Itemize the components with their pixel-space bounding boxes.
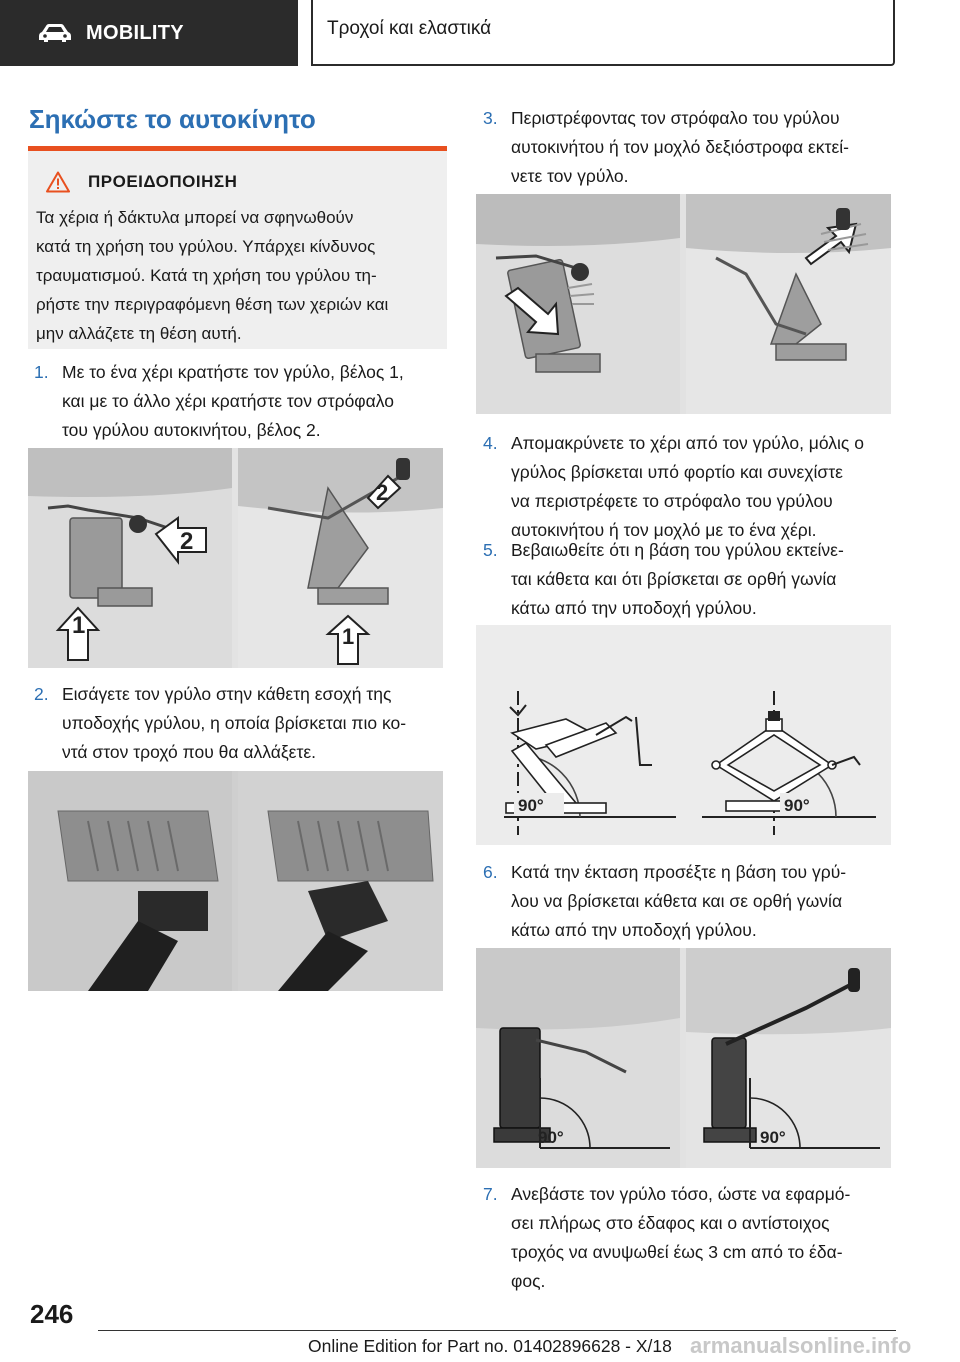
step-number: 3. xyxy=(483,108,498,128)
warning-line: ρήστε την περιγραφόμενη θέση των χεριών και xyxy=(36,295,389,314)
figure-jack-photo-angle xyxy=(476,948,891,1168)
warning-line: τραυματισμού. Κατά τη χρήση του γρύλου τη- xyxy=(36,266,377,285)
step-line: αυτοκινήτου ή τον μοχλό με το ένα χέρι. xyxy=(511,520,817,540)
figure-crank-jack xyxy=(476,194,891,414)
step-7 xyxy=(483,1180,897,1296)
footer-rule xyxy=(98,1330,896,1331)
step-line: νετε τον γρύλο. xyxy=(511,166,629,186)
step-6 xyxy=(483,858,897,945)
footer-watermark: armanualsonline.info xyxy=(690,1333,912,1358)
arrow-1-label: 1 xyxy=(72,612,86,639)
step-1 xyxy=(34,358,448,445)
step-line: Περιστρέφοντας τον στρόφαλο του γρύλου xyxy=(511,108,840,128)
step-4 xyxy=(483,429,897,545)
car-icon xyxy=(38,23,72,43)
step-line: αυτοκινήτου ή τον μοχλό δεξιόστροφα εκτεί- xyxy=(511,137,849,157)
jack-crank-illustration xyxy=(476,194,891,414)
warning-line: μην αλλάζετε τη θέση αυτή. xyxy=(36,324,242,343)
step-text xyxy=(62,680,448,767)
warning-triangle-icon xyxy=(46,171,70,193)
angle-label: 90° xyxy=(784,796,810,815)
warning-line: κατά τη χρήση του γρύλου. Υπάρχει κίνδυνος xyxy=(36,237,376,256)
warning-header xyxy=(46,171,439,193)
step-line: και με το άλλο χέρι κρατήστε τον στρόφαλο xyxy=(62,391,394,411)
jack-angle-diagram xyxy=(476,625,891,845)
step-line: φος. xyxy=(511,1271,546,1291)
step-2 xyxy=(34,680,448,767)
warning-line: Τα χέρια ή δάκτυλα μπορεί να σφηνωθούν xyxy=(36,208,354,227)
jack-insert-illustration xyxy=(28,771,443,991)
figure-hold-jack xyxy=(28,448,443,668)
step-line: γρύλος βρίσκεται υπό φορτίο και συνεχίστε xyxy=(511,462,843,482)
step-number: 4. xyxy=(483,433,498,453)
step-line: σει πλήρως στο έδαφος και ο αντίστοιχος xyxy=(511,1213,830,1233)
step-text xyxy=(62,358,448,445)
header-brand-tab xyxy=(0,0,298,66)
step-line: να περιστρέφετε το στρόφαλο του γρύλου xyxy=(511,491,833,511)
step-number: 2. xyxy=(34,684,49,704)
step-line: Με το ένα χέρι κρατήστε τον γρύλο, βέλος 1, xyxy=(62,362,404,382)
footer-edition: Online Edition for Part no. 01402896628 - X/18 xyxy=(308,1336,672,1356)
step-number: 7. xyxy=(483,1184,498,1204)
jack-hold-illustration xyxy=(28,448,443,668)
step-line: υποδοχής γρύλου, η οποία βρίσκεται πιο κο- xyxy=(62,713,407,733)
step-number: 6. xyxy=(483,862,498,882)
step-line: τροχός να ανυψωθεί έως 3 cm από το έδα- xyxy=(511,1242,843,1262)
step-number: 1. xyxy=(34,362,49,382)
step-line: Απομακρύνετε το χέρι από τον γρύλο, μόλις ο xyxy=(511,433,864,453)
chapter-label: Τροχοί και ελαστικά xyxy=(327,18,492,39)
section-title: Σηκώστε το αυτοκίνητο xyxy=(29,104,316,134)
brand-label: MOBILITY xyxy=(86,21,184,44)
arrow-2-label: 2 xyxy=(180,528,194,555)
step-text xyxy=(511,536,897,623)
step-line: Βεβαιωθείτε ότι η βάση του γρύλου εκτείνε- xyxy=(511,540,844,560)
step-line: Ανεβάστε τον γρύλο τόσο, ώστε να εφαρμό- xyxy=(511,1184,851,1204)
step-text xyxy=(511,858,897,945)
warning-text xyxy=(36,203,439,348)
step-number: 5. xyxy=(483,540,498,560)
figure-insert-jack xyxy=(28,771,443,991)
angle-label: 90° xyxy=(760,1128,786,1147)
step-3 xyxy=(483,104,897,191)
jack-photo-angle-illustration xyxy=(476,948,891,1168)
header-chapter-tab xyxy=(311,0,895,66)
arrow-1-label: 1 xyxy=(342,624,355,649)
arrow-2-label: 2 xyxy=(376,480,389,505)
step-line: Κατά την έκταση προσέξτε η βάση του γρύ- xyxy=(511,862,847,882)
step-line: ται κάθετα και ότι βρίσκεται σε ορθή γωνία xyxy=(511,569,837,589)
step-line: Εισάγετε τον γρύλο στην κάθετη εσοχή της xyxy=(62,684,392,704)
step-line: κάτω από την υποδοχή γρύλου. xyxy=(511,598,757,618)
step-text xyxy=(511,1180,897,1296)
warning-box xyxy=(28,151,447,349)
angle-label: 90° xyxy=(518,796,544,815)
step-line: του γρύλου αυτοκινήτου, βέλος 2. xyxy=(62,420,321,440)
figure-jack-angle-diagram xyxy=(476,625,891,845)
page-number: 246 xyxy=(30,1299,74,1329)
warning-heading: ΠΡΟΕΙΔΟΠΟΙΗΣΗ xyxy=(88,172,238,191)
step-line: ντά στον τροχό που θα αλλάξετε. xyxy=(62,742,317,762)
angle-label: 90° xyxy=(538,1128,564,1147)
step-line: λου να βρίσκεται κάθετα και σε ορθή γωνία xyxy=(511,891,843,911)
step-text xyxy=(511,104,897,191)
step-text xyxy=(511,429,897,545)
step-line: κάτω από την υποδοχή γρύλου. xyxy=(511,920,757,940)
step-5 xyxy=(483,536,897,623)
